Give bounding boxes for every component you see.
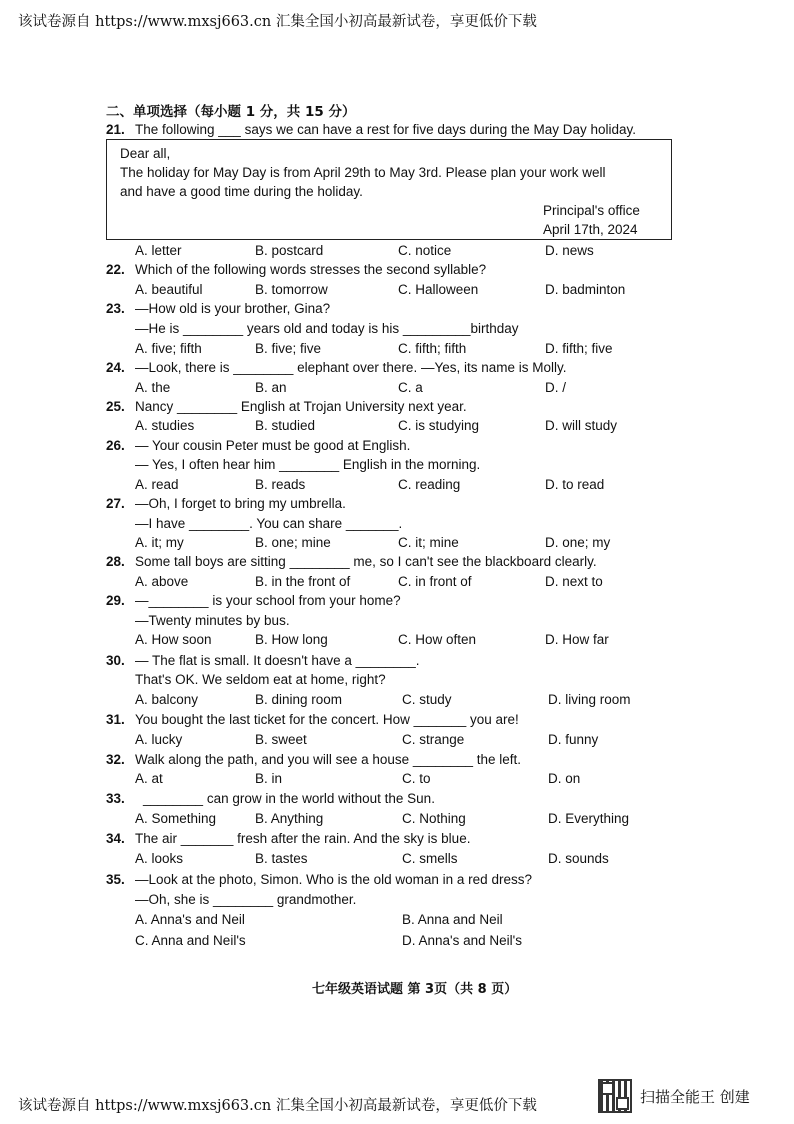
question-stem: Some tall boys are sitting ________ me, so I can't see the blackboard clearly. bbox=[135, 554, 597, 569]
notice-body-line1: The holiday for May Day is from April 29th to May 3rd. Please plan your work well bbox=[120, 165, 606, 180]
question-stem: —Look, there is ________ elephant over there. —Yes, its name is Molly. bbox=[135, 360, 567, 375]
option-c: C. is studying bbox=[398, 418, 480, 433]
footer-banner: 该试卷源自 https://www.mxsj663.cn 汇集全国小初高最新试卷，享更低价下载 bbox=[18, 1098, 537, 1114]
option-d: D. badminton bbox=[545, 282, 626, 297]
option-b: B. dining room bbox=[255, 692, 343, 707]
option-d: D. / bbox=[545, 380, 567, 395]
option-d: D. one; my bbox=[545, 535, 611, 550]
question-number: 31. bbox=[106, 712, 125, 727]
option-d: D. sounds bbox=[548, 851, 609, 866]
option-b: B. postcard bbox=[255, 243, 324, 258]
option-c: C. strange bbox=[402, 732, 465, 747]
question-number: 35. bbox=[106, 872, 125, 887]
question-number: 22. bbox=[106, 262, 125, 277]
option-b: B. five; five bbox=[255, 341, 322, 356]
option-d: D. news bbox=[545, 243, 594, 258]
option-c: C. Halloween bbox=[398, 282, 479, 297]
question-number: 32. bbox=[106, 752, 125, 767]
brand-text: 扫描全能王 创建 bbox=[640, 1087, 750, 1106]
section-title: 二、单项选择（每小题 1 分，共 15 分） bbox=[106, 104, 356, 120]
option-a: A. letter bbox=[135, 243, 182, 258]
question-stem: The air _______ fresh after the rain. And the sky is blue. bbox=[135, 831, 471, 846]
option-c: C. to bbox=[402, 771, 431, 786]
page-footer: 七年级英语试题 第 3页（共 8 页） bbox=[312, 982, 518, 997]
option-a: A. above bbox=[135, 574, 189, 589]
notice-box bbox=[106, 139, 672, 240]
option-a: A. at bbox=[135, 771, 163, 786]
option-b: B. How long bbox=[255, 632, 328, 647]
option-a: A. Something bbox=[135, 811, 217, 826]
question-stem: The following ___ says we can have a rest for five days during the May Day holiday. bbox=[135, 122, 637, 137]
option-a: A. read bbox=[135, 477, 179, 492]
option-b: B. reads bbox=[255, 477, 306, 492]
option-d: D. How far bbox=[545, 632, 609, 647]
question-number: 34. bbox=[106, 831, 125, 846]
scanner-brand bbox=[598, 1078, 788, 1114]
option-a: A. it; my bbox=[135, 535, 184, 550]
question-number: 28. bbox=[106, 554, 125, 569]
option-a: A. lucky bbox=[135, 732, 183, 747]
question-number: 25. bbox=[106, 399, 125, 414]
question-number: 23. bbox=[106, 301, 125, 316]
question-stem: —Twenty minutes by bus. bbox=[135, 613, 290, 628]
question-number: 33. bbox=[106, 791, 125, 806]
question-stem: — Yes, I often hear him ________ English in the morning. bbox=[135, 457, 481, 472]
option-a: A. the bbox=[135, 380, 171, 395]
option-d: D. Anna's and Neil's bbox=[402, 933, 522, 948]
option-c: C. Nothing bbox=[402, 811, 466, 826]
option-c: C. How often bbox=[398, 632, 477, 647]
question-stem: —Oh, I forget to bring my umbrella. bbox=[135, 496, 346, 511]
option-c: C. it; mine bbox=[398, 535, 459, 550]
option-d: D. funny bbox=[548, 732, 599, 747]
option-b: B. sweet bbox=[255, 732, 307, 747]
option-a: A. five; fifth bbox=[135, 341, 202, 356]
option-d: D. will study bbox=[545, 418, 618, 433]
qr-code-icon bbox=[598, 1079, 632, 1113]
question-stem: —Oh, she is ________ grandmother. bbox=[135, 892, 357, 907]
question-stem: —How old is your brother, Gina? bbox=[135, 301, 331, 316]
question-stem: You bought the last ticket for the concert. How _______ you are! bbox=[135, 712, 519, 727]
question-stem: —Look at the photo, Simon. Who is the old woman in a red dress? bbox=[135, 872, 532, 887]
notice-body-line2: and have a good time during the holiday. bbox=[120, 184, 363, 199]
option-d: D. next to bbox=[545, 574, 603, 589]
option-b: B. in the front of bbox=[255, 574, 351, 589]
question-stem: That's OK. We seldom eat at home, right? bbox=[135, 672, 386, 687]
question-number: 21. bbox=[106, 122, 125, 137]
option-b: B. Anything bbox=[255, 811, 324, 826]
question-stem: —________ is your school from your home? bbox=[135, 593, 401, 608]
option-b: B. in bbox=[255, 771, 283, 786]
option-c: C. a bbox=[398, 380, 423, 395]
option-d: D. on bbox=[548, 771, 581, 786]
option-a: A. How soon bbox=[135, 632, 212, 647]
question-stem: Walk along the path, and you will see a house ________ the left. bbox=[135, 752, 522, 767]
option-d: D. living room bbox=[548, 692, 631, 707]
question-stem: Which of the following words stresses the second syllable? bbox=[135, 262, 487, 277]
question-stem: — The flat is small. It doesn't have a ________. bbox=[135, 653, 420, 668]
option-a: A. looks bbox=[135, 851, 184, 866]
option-b: B. one; mine bbox=[255, 535, 331, 550]
option-b: B. studied bbox=[255, 418, 316, 433]
question-stem: Nancy ________ English at Trojan University next year. bbox=[135, 399, 467, 414]
question-number: 27. bbox=[106, 496, 125, 511]
option-c: C. fifth; fifth bbox=[398, 341, 467, 356]
question-number: 29. bbox=[106, 593, 125, 608]
option-c: C. study bbox=[402, 692, 452, 707]
notice-signature: Principal's office bbox=[543, 203, 640, 218]
option-b: B. Anna and Neil bbox=[402, 912, 503, 927]
option-c: C. smells bbox=[402, 851, 458, 866]
option-b: B. an bbox=[255, 380, 287, 395]
option-a: A. beautiful bbox=[135, 282, 203, 297]
option-c: C. in front of bbox=[398, 574, 472, 589]
option-c: C. notice bbox=[398, 243, 452, 258]
notice-date: April 17th, 2024 bbox=[543, 222, 638, 237]
question-number: 24. bbox=[106, 360, 125, 375]
question-stem: —He is ________ years old and today is his _________birthday bbox=[135, 321, 519, 336]
option-a: A. studies bbox=[135, 418, 195, 433]
question-stem: —I have ________. You can share _______. bbox=[135, 516, 403, 531]
option-a: A. Anna's and Neil bbox=[135, 912, 245, 927]
question-number: 26. bbox=[106, 438, 125, 453]
question-number: 30. bbox=[106, 653, 125, 668]
question-stem: ________ can grow in the world without the Sun. bbox=[143, 791, 435, 806]
option-b: B. tomorrow bbox=[255, 282, 328, 297]
option-a: A. balcony bbox=[135, 692, 199, 707]
option-d: D. to read bbox=[545, 477, 605, 492]
notice-greeting: Dear all, bbox=[120, 146, 171, 161]
option-d: D. fifth; five bbox=[545, 341, 613, 356]
option-c: C. reading bbox=[398, 477, 461, 492]
question-stem: — Your cousin Peter must be good at English. bbox=[135, 438, 411, 453]
option-d: D. Everything bbox=[548, 811, 630, 826]
header-banner: 该试卷源自 https://www.mxsj663.cn 汇集全国小初高最新试卷，享更低价下载 bbox=[18, 14, 537, 30]
option-c: C. Anna and Neil's bbox=[135, 933, 246, 948]
option-b: B. tastes bbox=[255, 851, 308, 866]
